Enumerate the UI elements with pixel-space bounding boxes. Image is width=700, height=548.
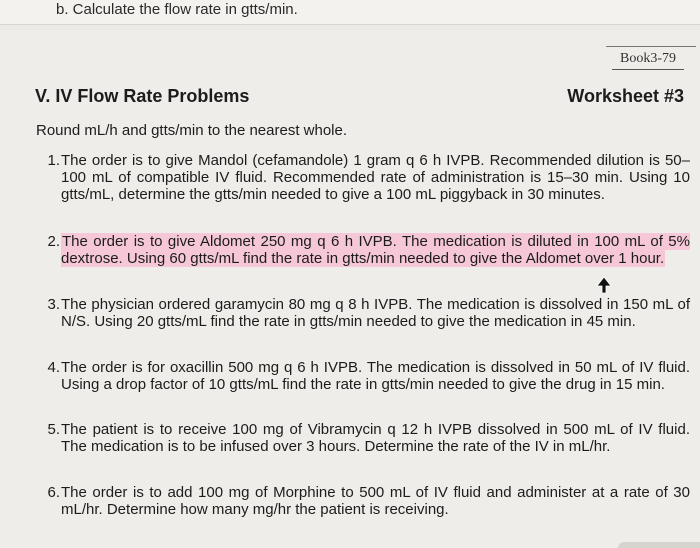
problem-text: The patient is to receive 100 mg of Vibramycin q 12 h IVPB dissolved in 500 mL of IV fluid. The medication is to be infused over 3 hours. Determine the rate of the IV in mL/hr. (61, 421, 690, 455)
section-title: V. IV Flow Rate Problems (35, 86, 250, 106)
problem-number: 6. (47, 484, 60, 501)
instructions-text: Round mL/h and gtts/min to the nearest whole. (36, 122, 348, 139)
previous-question-text: b. Calculate the flow rate in gtts/min. (56, 1, 298, 18)
problem-item (34, 359, 690, 393)
page-edge-tab (618, 542, 700, 548)
problem-item (34, 421, 690, 455)
problem-text: The physician ordered garamycin 80 mg q 8 h IVPB. The medication is dissolved in 150 mL of N/S. Using 20 gtts/mL find the rate in gtts/min needed to give the medication in 45 min. (61, 296, 690, 330)
problem-item (34, 152, 690, 203)
problem-number: 4. (47, 359, 60, 376)
book-page-label: Book3-79 (612, 49, 684, 70)
problem-text (61, 233, 690, 267)
problem-number: 5. (47, 421, 60, 438)
mouse-pointer-icon (597, 277, 611, 293)
problem-number: 2. (47, 233, 60, 250)
book-label-rule (606, 46, 696, 47)
worksheet-number: Worksheet #3 (567, 86, 684, 106)
previous-page-strip (0, 0, 700, 25)
problem-item-highlighted (34, 233, 690, 267)
problem-item (34, 296, 690, 330)
highlighted-problem-text: The order is to give Aldomet 250 mg q 6 h IVPB. The medication is diluted in 100 mL of 5% dextrose. Using 60 gtts/mL find the rate in gtts/min needed to give the Aldomet over 1 hour. (61, 233, 690, 267)
problem-text: The order is to add 100 mg of Morphine to 500 mL of IV fluid and administer at a rate of 30 mL/hr. Determine how many mg/hr the patient is receiving. (61, 484, 690, 518)
problem-text: The order is for oxacillin 500 mg q 6 h IVPB. The medication is dissolved in 50 mL of IV fluid. Using a drop factor of 10 gtts/mL find the rate in gtts/min needed to give the drug in 15 min. (61, 359, 690, 393)
problem-text: The order is to give Mandol (cefamandole) 1 gram q 6 h IVPB. Recommended dilution is 50–100 mL of compatible IV fluid. Recommended rate of administration is 15–30 min. Using 10 gtts/mL, determine the gtts/min needed to give a 100 mL piggyback in 30 minutes. (61, 152, 690, 203)
problem-number: 1. (47, 152, 60, 169)
problem-number: 3. (47, 296, 60, 313)
worksheet-page (0, 30, 700, 548)
problem-item (34, 484, 690, 518)
